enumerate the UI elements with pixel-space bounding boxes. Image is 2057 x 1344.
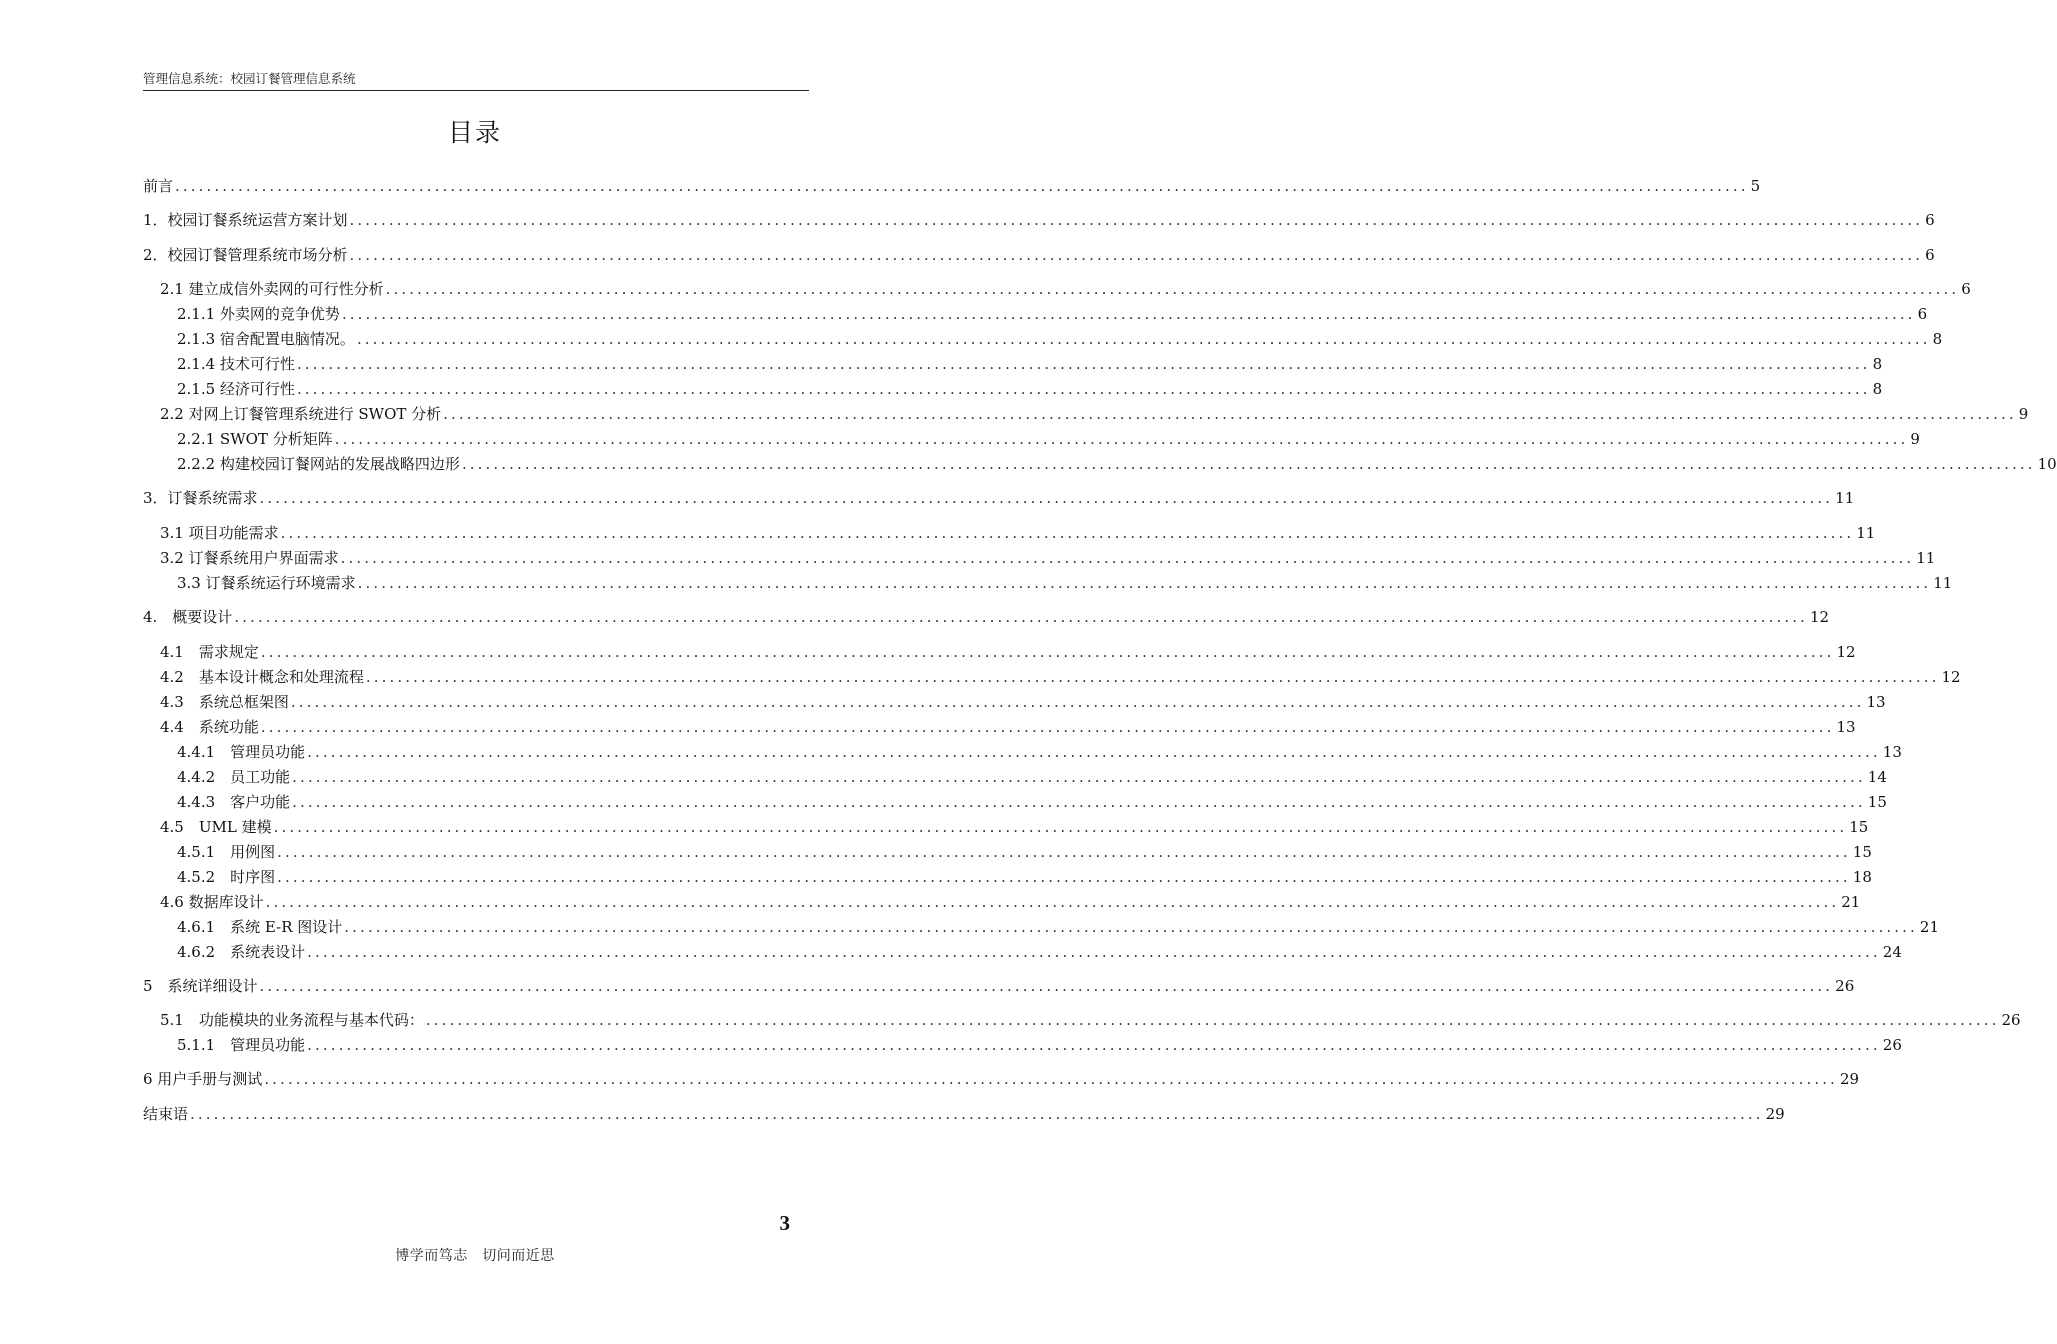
toc-entry-page: 15 bbox=[1867, 793, 1887, 811]
toc-entry-page: 10 bbox=[2037, 455, 2057, 473]
toc-entry-title: 2.1.5 经济可行性 bbox=[177, 380, 295, 398]
toc-leader-dots: ........................................................................................................................................................................................................ bbox=[307, 743, 1881, 761]
toc-entry[interactable] bbox=[160, 522, 1876, 544]
toc-entry-page: 13 bbox=[1866, 693, 1886, 711]
toc-entry-title: 4.5.1 用例图 bbox=[177, 843, 276, 861]
toc-entry-title: 3.3 订餐系统运行环境需求 bbox=[177, 574, 356, 592]
toc-leader-dots: ........................................................................................................................................................................................................ bbox=[290, 693, 1865, 711]
toc-entry[interactable] bbox=[177, 453, 2057, 475]
toc-entry-page: 21 bbox=[1841, 893, 1861, 911]
toc-leader-dots: ........................................................................................................................................................................................................ bbox=[344, 918, 1918, 936]
toc-entry[interactable] bbox=[177, 328, 1943, 350]
toc-entry[interactable] bbox=[143, 606, 1830, 628]
toc-entry[interactable] bbox=[160, 666, 1961, 688]
toc-entry-title: 4.4 系统功能 bbox=[160, 718, 259, 736]
toc-entry-page: 29 bbox=[1765, 1105, 1785, 1123]
toc-entry-title: 1．校园订餐系统运营方案计划 bbox=[143, 211, 348, 229]
toc-entry-page: 12 bbox=[1941, 668, 1961, 686]
toc-leader-dots: ........................................................................................................................................................................................................ bbox=[277, 843, 1851, 861]
toc-leader-dots: ........................................................................................................................................................................................................ bbox=[264, 1070, 1838, 1088]
toc-entry[interactable] bbox=[177, 841, 1872, 863]
toc-leader-dots: ........................................................................................................................................................................................................ bbox=[340, 549, 1915, 567]
toc-leader-dots: ........................................................................................................................................................................................................ bbox=[273, 818, 1848, 836]
toc-entry-title: 2．校园订餐管理系统市场分析 bbox=[143, 246, 348, 264]
toc-entry-title: 4.1 需求规定 bbox=[160, 643, 259, 661]
toc-entry-title: 3.1 项目功能需求 bbox=[160, 524, 279, 542]
toc-entry-page: 11 bbox=[1916, 549, 1936, 567]
toc-entry-page: 5 bbox=[1750, 177, 1761, 195]
toc-entry[interactable] bbox=[177, 766, 1887, 788]
toc-entry[interactable] bbox=[143, 487, 1855, 509]
toc-entry[interactable] bbox=[160, 641, 1856, 663]
toc-leader-dots: ........................................................................................................................................................................................................ bbox=[277, 868, 1851, 886]
toc-entry-page: 6 bbox=[1961, 280, 1971, 298]
toc-leader-dots: ........................................................................................................................................................................................................ bbox=[292, 768, 1866, 786]
toc-leader-dots: ........................................................................................................................................................................................................ bbox=[365, 668, 1940, 686]
toc-entry[interactable] bbox=[143, 1103, 1785, 1125]
toc-leader-dots: ........................................................................................................................................................................................................ bbox=[334, 430, 1909, 448]
toc-leader-dots: ........................................................................................................................................................................................................ bbox=[260, 643, 1835, 661]
toc-entry-page: 12 bbox=[1809, 608, 1830, 626]
running-header-text: 管理信息系统：校园订餐管理信息系统 bbox=[143, 71, 356, 86]
page-number: 3 bbox=[779, 1211, 790, 1235]
toc-leader-dots: ........................................................................................................................................................................................................ bbox=[307, 1036, 1881, 1054]
toc-entry-title: 4.6 数据库设计 bbox=[160, 893, 264, 911]
toc-entry[interactable] bbox=[160, 816, 1869, 838]
toc-leader-dots: ........................................................................................................................................................................................................ bbox=[292, 793, 1866, 811]
toc-entry-title: 2.2.1 SWOT 分析矩阵 bbox=[177, 430, 333, 448]
toc-entry-title: 5.1 功能模块的业务流程与基本代码： bbox=[160, 1011, 424, 1029]
toc-entry[interactable] bbox=[160, 716, 1856, 738]
toc-entry-page: 26 bbox=[2001, 1011, 2021, 1029]
toc-entry[interactable] bbox=[160, 403, 2029, 425]
toc-entry-page: 26 bbox=[1835, 977, 1855, 995]
toc-entry-title: 2.2.2 构建校园订餐网站的发展战略四边形 bbox=[177, 455, 460, 473]
toc-entry-title: 3.2 订餐系统用户界面需求 bbox=[160, 549, 339, 567]
toc-entry[interactable] bbox=[160, 547, 1936, 569]
toc-entry[interactable] bbox=[177, 428, 1920, 450]
toc-entry-page: 11 bbox=[1933, 574, 1953, 592]
footer-motto: 博学而笃志 切问而近思 bbox=[395, 1248, 555, 1264]
toc-leader-dots: ........................................................................................................................................................................................................ bbox=[341, 305, 1916, 323]
toc-entry-page: 15 bbox=[1849, 818, 1869, 836]
toc-entry-title: 6 用户手册与测试 bbox=[143, 1070, 263, 1088]
toc-entry-title: 4.5.2 时序图 bbox=[177, 868, 276, 886]
toc-entry-title: 2.1.4 技术可行性 bbox=[177, 355, 295, 373]
toc-entry[interactable] bbox=[160, 278, 1971, 300]
toc-entry-page: 6 bbox=[1925, 211, 1935, 229]
toc-leader-dots: ........................................................................................................................................................................................................ bbox=[461, 455, 2036, 473]
toc-leader-dots: ........................................................................................................................................................................................................ bbox=[349, 211, 1924, 229]
toc-leader-dots: ........................................................................................................................................................................................................ bbox=[349, 246, 1924, 264]
toc-entry-title: 2.1.3 宿舍配置电脑情况。 bbox=[177, 330, 355, 348]
toc-leader-dots: ........................................................................................................................................................................................................ bbox=[296, 380, 1871, 398]
toc-entry-page: 29 bbox=[1839, 1070, 1860, 1088]
toc-leader-dots: ........................................................................................................................................................................................................ bbox=[356, 330, 1931, 348]
toc-entry-title: 4. 概要设计 bbox=[143, 608, 233, 626]
toc-leader-dots: ........................................................................................................................................................................................................ bbox=[190, 1105, 1764, 1123]
toc-entry-title: 4.2 基本设计概念和处理流程 bbox=[160, 668, 364, 686]
toc-leader-dots: ........................................................................................................................................................................................................ bbox=[260, 718, 1835, 736]
toc-entry-title: 3．订餐系统需求 bbox=[143, 489, 258, 507]
toc-leader-dots: ........................................................................................................................................................................................................ bbox=[259, 977, 1834, 995]
toc-leader-dots: ........................................................................................................................................................................................................ bbox=[259, 489, 1834, 507]
toc-entry[interactable] bbox=[177, 1034, 1902, 1056]
toc-entry[interactable] bbox=[160, 691, 1886, 713]
toc-entry-title: 4.3 系统总框架图 bbox=[160, 693, 289, 711]
toc-entry-title: 4.6.1 系统 E-R 图设计 bbox=[177, 918, 343, 936]
toc-leader-dots: ........................................................................................................................................................................................................ bbox=[234, 608, 1808, 626]
toc-entry[interactable] bbox=[177, 916, 1940, 938]
toc-entry-page: 12 bbox=[1836, 643, 1856, 661]
toc-leader-dots: ........................................................................................................................................................................................................ bbox=[357, 574, 1932, 592]
toc-entry-title: 4.4.2 员工功能 bbox=[177, 768, 291, 786]
toc-entry-page: 8 bbox=[1872, 355, 1883, 373]
toc-entry-title: 2.1 建立成信外卖网的可行性分析 bbox=[160, 280, 384, 298]
toc-entry[interactable] bbox=[177, 791, 1887, 813]
toc-entry-page: 15 bbox=[1852, 843, 1872, 861]
toc-entry-title: 4.5 UML 建模 bbox=[160, 818, 272, 836]
toc-entry-title: 2.1.1 外卖网的竞争优势 bbox=[177, 305, 340, 323]
toc-entry[interactable] bbox=[177, 941, 1902, 963]
toc-leader-dots: ........................................................................................................................................................................................................ bbox=[280, 524, 1855, 542]
toc-entry-page: 8 bbox=[1872, 380, 1883, 398]
toc-leader-dots: ........................................................................................................................................................................................................ bbox=[307, 943, 1881, 961]
toc-leader-dots: ........................................................................................................................................................................................................ bbox=[443, 405, 2017, 423]
toc-entry-title: 结束语 bbox=[143, 1105, 189, 1123]
toc-entry-page: 24 bbox=[1882, 943, 1902, 961]
toc-entry-page: 9 bbox=[2018, 405, 2029, 423]
toc-entry-page: 13 bbox=[1882, 743, 1902, 761]
toc-entry-title: 5.1.1 管理员功能 bbox=[177, 1036, 306, 1054]
toc-entry-page: 8 bbox=[1932, 330, 1943, 348]
toc-leader-dots: ........................................................................................................................................................................................................ bbox=[425, 1011, 2000, 1029]
toc-leader-dots: ........................................................................................................................................................................................................ bbox=[296, 355, 1871, 373]
toc-leader-dots: ........................................................................................................................................................................................................ bbox=[265, 893, 1840, 911]
toc-leader-dots: ........................................................................................................................................................................................................ bbox=[175, 177, 1749, 195]
toc-entry-title: 前言 bbox=[143, 177, 174, 195]
toc-entry[interactable] bbox=[143, 209, 1935, 231]
toc-entry[interactable] bbox=[143, 244, 1935, 266]
toc-entry-page: 18 bbox=[1852, 868, 1872, 886]
toc-entry-page: 14 bbox=[1867, 768, 1887, 786]
toc-entry-page: 6 bbox=[1917, 305, 1928, 323]
toc-entry-title: 5 系统详细设计 bbox=[143, 977, 258, 995]
toc-entry-page: 26 bbox=[1882, 1036, 1902, 1054]
toc-entry[interactable] bbox=[160, 891, 1861, 913]
toc-entry[interactable] bbox=[143, 1068, 1860, 1090]
toc-entry[interactable] bbox=[177, 378, 1883, 400]
toc-entry[interactable] bbox=[177, 741, 1902, 763]
toc-entry[interactable] bbox=[143, 175, 1761, 197]
toc-entry[interactable] bbox=[177, 866, 1872, 888]
toc-entry-page: 13 bbox=[1836, 718, 1856, 736]
toc-entry-title: 4.4.1 管理员功能 bbox=[177, 743, 306, 761]
toc-entry-page: 6 bbox=[1925, 246, 1935, 264]
toc-entry-page: 11 bbox=[1835, 489, 1855, 507]
toc-entry[interactable] bbox=[177, 572, 1953, 594]
toc-entry-page: 9 bbox=[1910, 430, 1920, 448]
toc-entry-page: 11 bbox=[1856, 524, 1876, 542]
toc-entry[interactable] bbox=[177, 353, 1883, 375]
toc-entry[interactable] bbox=[177, 303, 1928, 325]
toc-entry[interactable] bbox=[143, 975, 1855, 997]
toc-entry-title: 4.4.3 客户功能 bbox=[177, 793, 291, 811]
toc-entry-title: 2.2 对网上订餐管理系统进行 SWOT 分析 bbox=[160, 405, 442, 423]
toc-leader-dots: ........................................................................................................................................................................................................ bbox=[385, 280, 1960, 298]
page-title: 目录 bbox=[447, 118, 502, 147]
toc-entry[interactable] bbox=[160, 1009, 2021, 1031]
toc-entry-page: 21 bbox=[1919, 918, 1940, 936]
toc-entry-title: 4.6.2 系统表设计 bbox=[177, 943, 306, 961]
